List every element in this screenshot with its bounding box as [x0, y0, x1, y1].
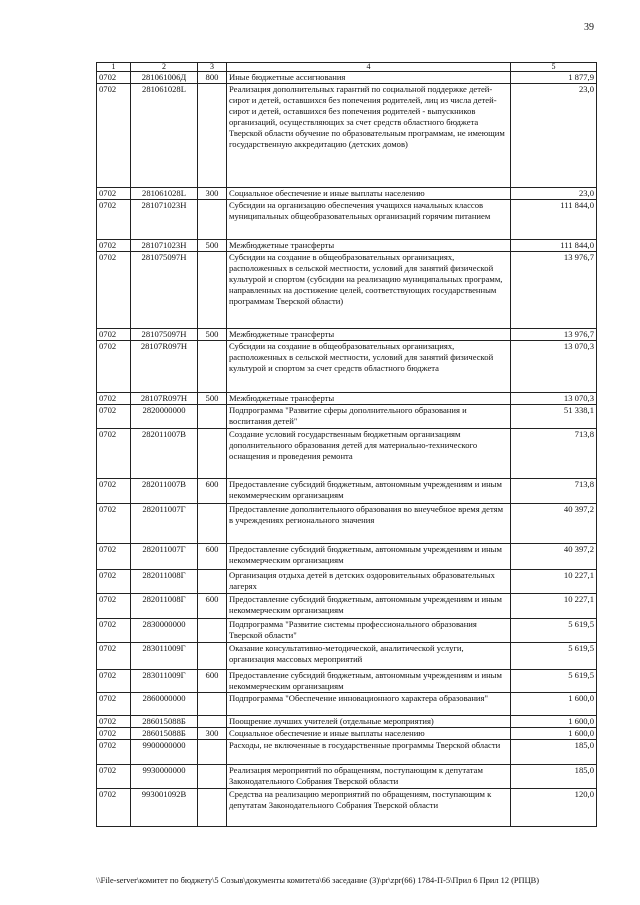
item-name: Межбюджетные трансферты — [227, 240, 511, 252]
item-name: Межбюджетные трансферты — [227, 393, 511, 405]
target-code: 2830000000 — [131, 619, 198, 643]
table-row — [97, 740, 597, 765]
amount: 713,8 — [511, 429, 597, 479]
amount: 120,0 — [511, 789, 597, 827]
section-code: 0702 — [97, 252, 131, 329]
table-row — [97, 479, 597, 504]
expense-type — [198, 341, 227, 393]
amount: 1 600,0 — [511, 693, 597, 716]
item-name: Подпрограмма "Развитие сферы дополнительного образования и воспитания детей" — [227, 405, 511, 429]
target-code: 286015088Б — [131, 716, 198, 728]
expense-type: 300 — [198, 728, 227, 740]
budget-table — [96, 62, 597, 827]
item-name: Подпрограмма "Развитие системы профессионального образования Тверской области" — [227, 619, 511, 643]
target-code: 9930000000 — [131, 765, 198, 789]
table-row — [97, 188, 597, 200]
table-row — [97, 643, 597, 670]
target-code: 282011007В — [131, 479, 198, 504]
section-code: 0702 — [97, 72, 131, 84]
amount: 1 877,9 — [511, 72, 597, 84]
section-code: 0702 — [97, 429, 131, 479]
amount: 111 844,0 — [511, 200, 597, 240]
expense-type — [198, 643, 227, 670]
item-name: Оказание консультативно-методической, аналитической услуги, организация массовых мероприятий — [227, 643, 511, 670]
table-row — [97, 429, 597, 479]
column-number: 5 — [511, 63, 597, 72]
target-code: 2860000000 — [131, 693, 198, 716]
section-code: 0702 — [97, 728, 131, 740]
item-name: Социальное обеспечение и иные выплаты населению — [227, 188, 511, 200]
column-number: 1 — [97, 63, 131, 72]
amount: 5 619,5 — [511, 643, 597, 670]
amount: 5 619,5 — [511, 619, 597, 643]
section-code: 0702 — [97, 504, 131, 544]
section-code: 0702 — [97, 240, 131, 252]
table-row — [97, 716, 597, 728]
expense-type — [198, 570, 227, 594]
table-row — [97, 789, 597, 827]
expense-type: 500 — [198, 393, 227, 405]
target-code: 28107R097Н — [131, 341, 198, 393]
amount: 13 070,3 — [511, 341, 597, 393]
target-code: 281075097Н — [131, 252, 198, 329]
expense-type — [198, 789, 227, 827]
amount: 23,0 — [511, 188, 597, 200]
table-row — [97, 393, 597, 405]
item-name: Подпрограмма "Обеспечение инновационного характера образования" — [227, 693, 511, 716]
table-row — [97, 728, 597, 740]
amount: 1 600,0 — [511, 728, 597, 740]
expense-type: 600 — [198, 544, 227, 570]
amount: 1 600,0 — [511, 716, 597, 728]
expense-type — [198, 405, 227, 429]
section-code: 0702 — [97, 544, 131, 570]
item-name: Субсидии на организацию обеспечения учащихся начальных классов муниципальных общеобразовательных организаций горячим питанием — [227, 200, 511, 240]
expense-type — [198, 619, 227, 643]
amount: 10 227,1 — [511, 594, 597, 619]
expense-type: 500 — [198, 240, 227, 252]
target-code: 281061006Д — [131, 72, 198, 84]
item-name: Предоставление субсидий бюджетным, автономным учреждениям и иным некоммерческим организациям — [227, 670, 511, 693]
section-code: 0702 — [97, 341, 131, 393]
column-number: 3 — [198, 63, 227, 72]
table-row — [97, 544, 597, 570]
file-path-footer: \\File-server\комитет по бюджету\5 Созыв\документы комитета\66 заседание (3)\pr\zpr(66) 1784-П-5\Прил 6 Прил 12 (РПЦВ) — [96, 876, 540, 885]
table-row — [97, 84, 597, 188]
section-code: 0702 — [97, 789, 131, 827]
expense-type — [198, 429, 227, 479]
table-row — [97, 200, 597, 240]
section-code: 0702 — [97, 670, 131, 693]
item-name: Создание условий государственным бюджетным организациям дополнительного образования детей для материально-технического оснащения и проведения ремонта — [227, 429, 511, 479]
expense-type: 500 — [198, 329, 227, 341]
amount: 185,0 — [511, 740, 597, 765]
item-name: Средства на реализацию мероприятий по обращениям, поступающим к депутатам Законодательного Собрания Тверской области — [227, 789, 511, 827]
section-code: 0702 — [97, 84, 131, 188]
expense-type: 300 — [198, 188, 227, 200]
item-name: Субсидии на создание в общеобразовательных организациях, расположенных в сельской местности, условий для занятий физической культурой и спортом (субсидии на реализацию муниципальных программ, направленных на достижение целей, соответствующих государственным программам Тверской области) — [227, 252, 511, 329]
target-code: 282011007Г — [131, 544, 198, 570]
section-code: 0702 — [97, 594, 131, 619]
section-code: 0702 — [97, 740, 131, 765]
item-name: Межбюджетные трансферты — [227, 329, 511, 341]
expense-type — [198, 716, 227, 728]
column-number-row — [97, 63, 597, 72]
item-name: Реализация мероприятий по обращениям, поступающим к депутатам Законодательного Собрания Тверской области — [227, 765, 511, 789]
section-code: 0702 — [97, 619, 131, 643]
target-code: 286015088Б — [131, 728, 198, 740]
table-row — [97, 765, 597, 789]
target-code: 2820000000 — [131, 405, 198, 429]
expense-type: 600 — [198, 670, 227, 693]
expense-type: 600 — [198, 479, 227, 504]
expense-type — [198, 200, 227, 240]
target-code: 28107R097Н — [131, 393, 198, 405]
table-row — [97, 341, 597, 393]
target-code: 281071023Н — [131, 240, 198, 252]
target-code: 282011008Г — [131, 570, 198, 594]
target-code: 282011007В — [131, 429, 198, 479]
section-code: 0702 — [97, 716, 131, 728]
table-row — [97, 670, 597, 693]
amount: 13 976,7 — [511, 252, 597, 329]
expense-type: 800 — [198, 72, 227, 84]
section-code: 0702 — [97, 765, 131, 789]
amount: 40 397,2 — [511, 504, 597, 544]
table-row — [97, 252, 597, 329]
budget-rows — [97, 72, 597, 827]
target-code: 282011007Г — [131, 504, 198, 544]
section-code: 0702 — [97, 570, 131, 594]
amount: 40 397,2 — [511, 544, 597, 570]
target-code: 281061028L — [131, 84, 198, 188]
item-name: Расходы, не включенные в государственные программы Тверской области — [227, 740, 511, 765]
item-name: Иные бюджетные ассигнования — [227, 72, 511, 84]
table-row — [97, 240, 597, 252]
amount: 5 619,5 — [511, 670, 597, 693]
table-row — [97, 594, 597, 619]
section-code: 0702 — [97, 329, 131, 341]
expense-type — [198, 84, 227, 188]
target-code: 282011008Г — [131, 594, 198, 619]
item-name: Предоставление субсидий бюджетным, автономным учреждениям и иным некоммерческим организациям — [227, 544, 511, 570]
target-code: 281071023Н — [131, 200, 198, 240]
target-code: 993001092В — [131, 789, 198, 827]
item-name: Предоставление субсидий бюджетным, автономным учреждениям и иным некоммерческим организациям — [227, 594, 511, 619]
item-name: Предоставление субсидий бюджетным, автономным учреждениям и иным некоммерческим организациям — [227, 479, 511, 504]
expense-type — [198, 693, 227, 716]
expense-type — [198, 504, 227, 544]
target-code: 283011009Г — [131, 643, 198, 670]
section-code: 0702 — [97, 693, 131, 716]
amount: 23,0 — [511, 84, 597, 188]
expense-type — [198, 765, 227, 789]
amount: 13 976,7 — [511, 329, 597, 341]
target-code: 9900000000 — [131, 740, 198, 765]
amount: 10 227,1 — [511, 570, 597, 594]
amount: 51 338,1 — [511, 405, 597, 429]
section-code: 0702 — [97, 643, 131, 670]
expense-type: 600 — [198, 594, 227, 619]
table-row — [97, 405, 597, 429]
table-row — [97, 693, 597, 716]
table-row — [97, 504, 597, 544]
table-row — [97, 570, 597, 594]
table-row — [97, 329, 597, 341]
section-code: 0702 — [97, 479, 131, 504]
amount: 111 844,0 — [511, 240, 597, 252]
item-name: Предоставление дополнительного образования во внеучебное время детям в учреждениях регионального значения — [227, 504, 511, 544]
amount: 185,0 — [511, 765, 597, 789]
amount: 713,8 — [511, 479, 597, 504]
page-number: 39 — [584, 22, 594, 33]
amount: 13 070,3 — [511, 393, 597, 405]
column-number: 2 — [131, 63, 198, 72]
expense-type — [198, 252, 227, 329]
expense-type — [198, 740, 227, 765]
item-name: Реализация дополнительных гарантий по социальной поддержке детей-сирот и детей, оставшихся без попечения родителей, лиц из числа детей-сирот и детей, оставшихся без попечения родителей - выпускников организаций, осуществляющих за счет средств областного бюджета Тверской области обучение по образовательным программам, не имеющим государственную аккредитацию (детских домов) — [227, 84, 511, 188]
item-name: Субсидии на создание в общеобразовательных организациях, расположенных в сельской местности, условий для занятий физической культурой и спортом за счет средств областного бюджета — [227, 341, 511, 393]
item-name: Социальное обеспечение и иные выплаты населению — [227, 728, 511, 740]
column-number: 4 — [227, 63, 511, 72]
item-name: Организация отдыха детей в детских оздоровительных образовательных лагерях — [227, 570, 511, 594]
section-code: 0702 — [97, 188, 131, 200]
target-code: 283011009Г — [131, 670, 198, 693]
target-code: 281061028L — [131, 188, 198, 200]
table-row — [97, 72, 597, 84]
item-name: Поощрение лучших учителей (отдельные мероприятия) — [227, 716, 511, 728]
section-code: 0702 — [97, 405, 131, 429]
section-code: 0702 — [97, 200, 131, 240]
table-row — [97, 619, 597, 643]
target-code: 281075097Н — [131, 329, 198, 341]
section-code: 0702 — [97, 393, 131, 405]
